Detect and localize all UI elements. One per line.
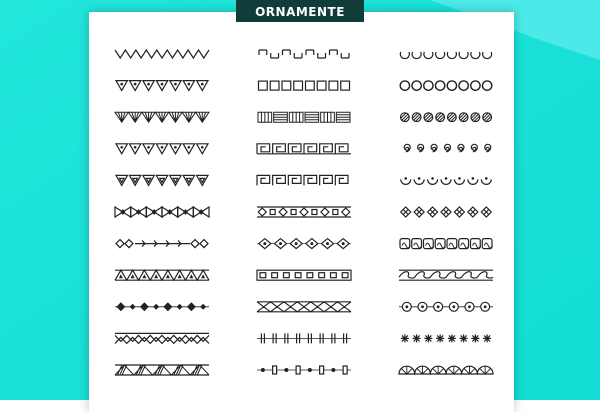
ornament-meander-step xyxy=(257,175,351,185)
ornament-grid xyxy=(89,12,514,400)
ornament-circles xyxy=(400,81,492,90)
ornament-zigzag-band xyxy=(115,333,209,343)
ornament-meander xyxy=(257,144,351,154)
ornament-asterisks xyxy=(401,334,491,342)
ornament-fan-band xyxy=(399,366,493,374)
ornament-brackets xyxy=(259,50,349,58)
ornament-diamond-arrows xyxy=(116,240,208,248)
ornament-dotted-circles xyxy=(399,302,493,311)
ornament-crosshatch-diamonds xyxy=(401,207,492,217)
ornament-hatched-squares xyxy=(258,112,350,122)
ornament-triangle-hatched xyxy=(115,112,209,122)
ornament-wave-band xyxy=(400,239,492,249)
ornament-band-diamonds xyxy=(257,207,351,217)
ornament-triangle-dot xyxy=(116,144,208,154)
ornament-bowtie-diamonds xyxy=(115,207,209,217)
ornament-x-chain xyxy=(257,302,351,312)
ornament-squares xyxy=(259,81,350,90)
ornament-hatched-circles xyxy=(401,113,492,122)
ornament-arc-dots xyxy=(401,177,492,184)
ornament-triangle-outline-dot xyxy=(116,81,208,91)
ornament-bead-chain xyxy=(257,366,351,374)
ornament-triangle-band xyxy=(115,270,209,280)
ornament-hash-marks xyxy=(257,333,351,343)
ornament-diamond-chain xyxy=(115,302,209,311)
ornament-triangle-inner xyxy=(116,175,208,185)
ornament-square-band xyxy=(257,270,351,280)
ornament-arcs xyxy=(400,52,491,59)
ornament-wave-scroll xyxy=(399,270,493,280)
header-label: ORNAMENTE xyxy=(236,0,364,22)
ornament-spirals xyxy=(404,144,491,152)
ornament-hatched-band xyxy=(115,365,209,375)
ornament-diamond-dots xyxy=(257,239,351,249)
ornament-zigzag-v xyxy=(115,50,209,58)
